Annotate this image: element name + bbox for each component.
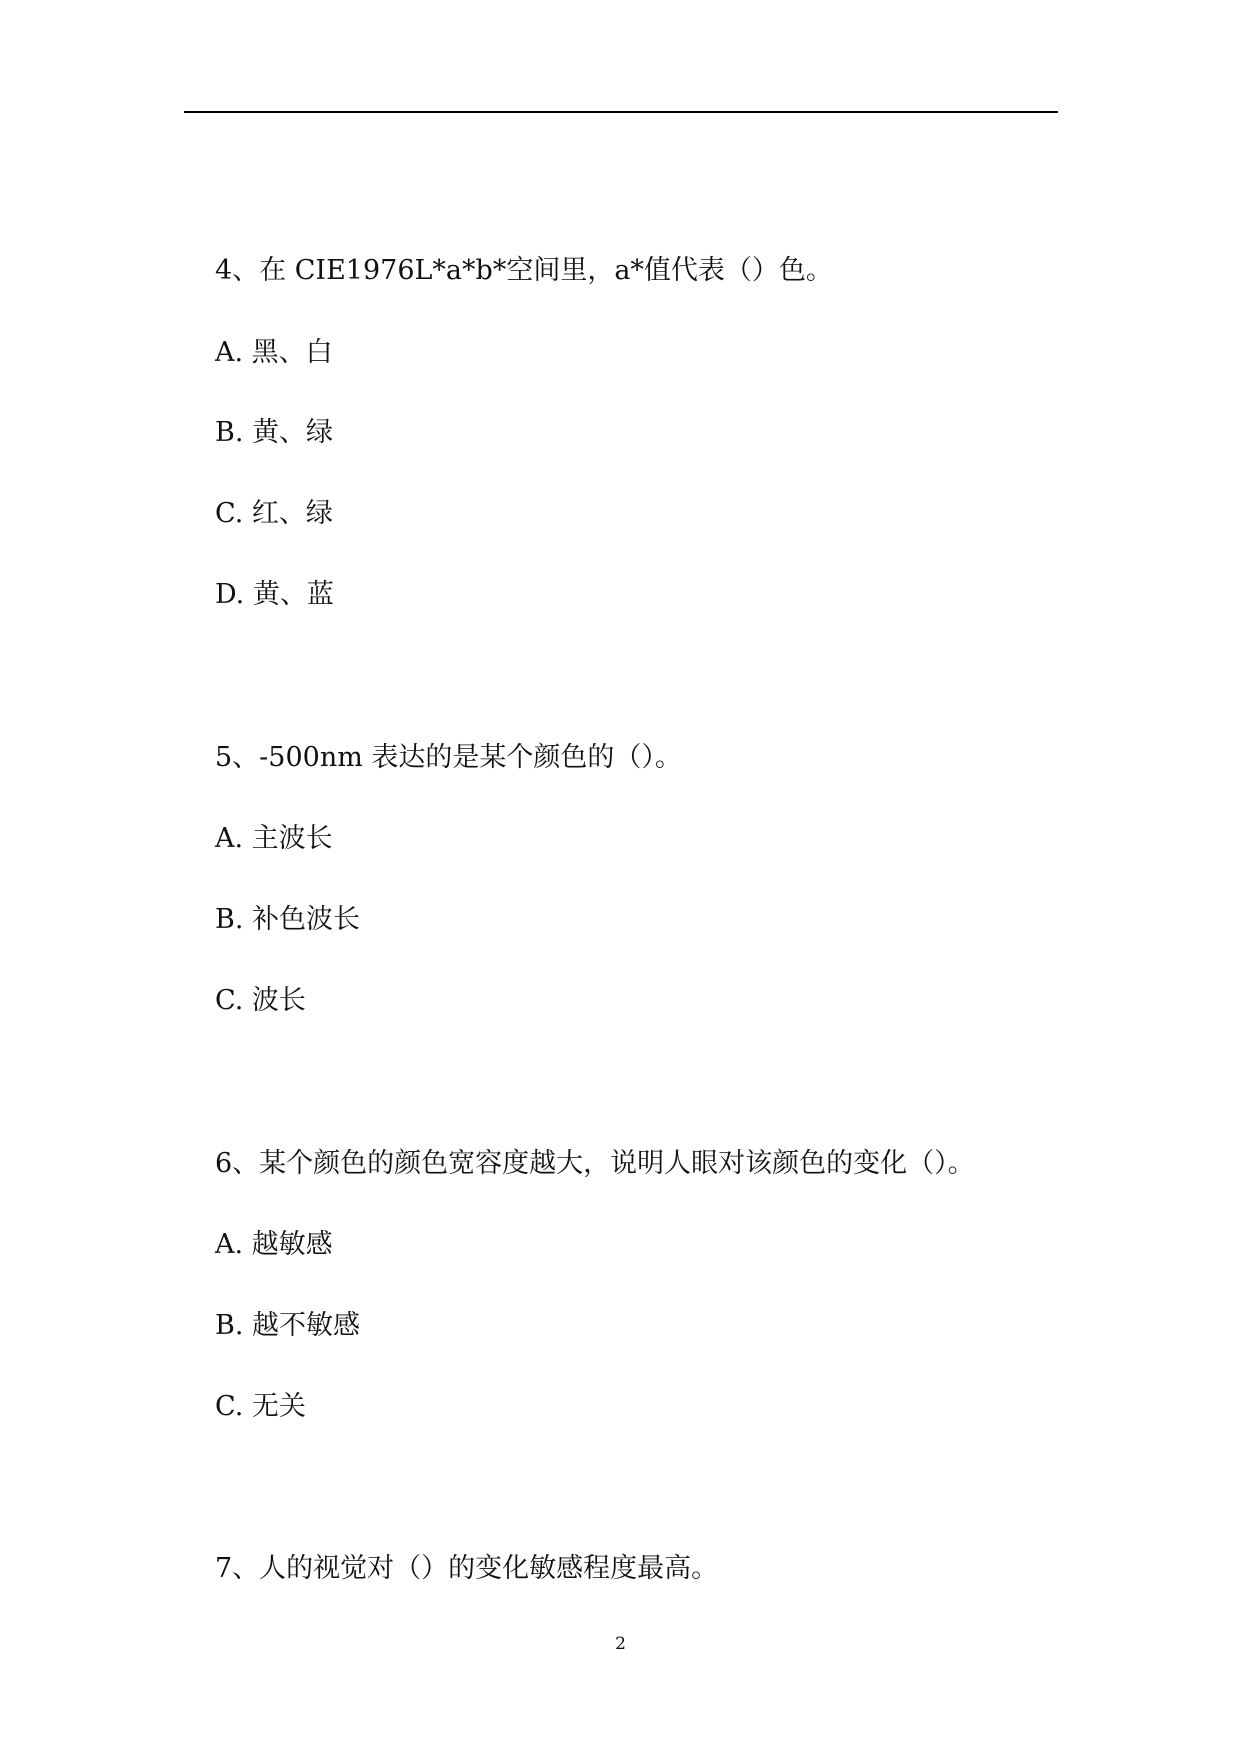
question-5-option-a: A. 主波长 [215, 823, 333, 854]
page-number: 2 [615, 1634, 626, 1654]
question-6-stem: 6、某个颜色的颜色宽容度越大，说明人眼对该颜色的变化（）。 [215, 1148, 975, 1179]
question-5-stem: 5、-500nm 表达的是某个颜色的（）。 [215, 742, 682, 773]
header-rule [184, 111, 1058, 113]
question-6-option-b: B. 越不敏感 [215, 1310, 361, 1341]
question-4-option-b: B. 黄、绿 [215, 417, 334, 448]
question-7-stem: 7、人的视觉对（）的变化敏感程度最高。 [215, 1553, 719, 1584]
question-4-stem: 4、在 CIE1976L*a*b*空间里，a*值代表（）色。 [215, 255, 833, 286]
question-5-option-c: C. 波长 [215, 985, 306, 1016]
question-4-option-d: D. 黄、蓝 [215, 579, 334, 610]
question-4-option-a: A. 黑、白 [215, 337, 333, 368]
question-5-option-b: B. 补色波长 [215, 904, 361, 935]
question-4-option-c: C. 红、绿 [215, 498, 333, 529]
question-6-option-c: C. 无关 [215, 1391, 306, 1422]
question-6-option-a: A. 越敏感 [215, 1229, 333, 1260]
